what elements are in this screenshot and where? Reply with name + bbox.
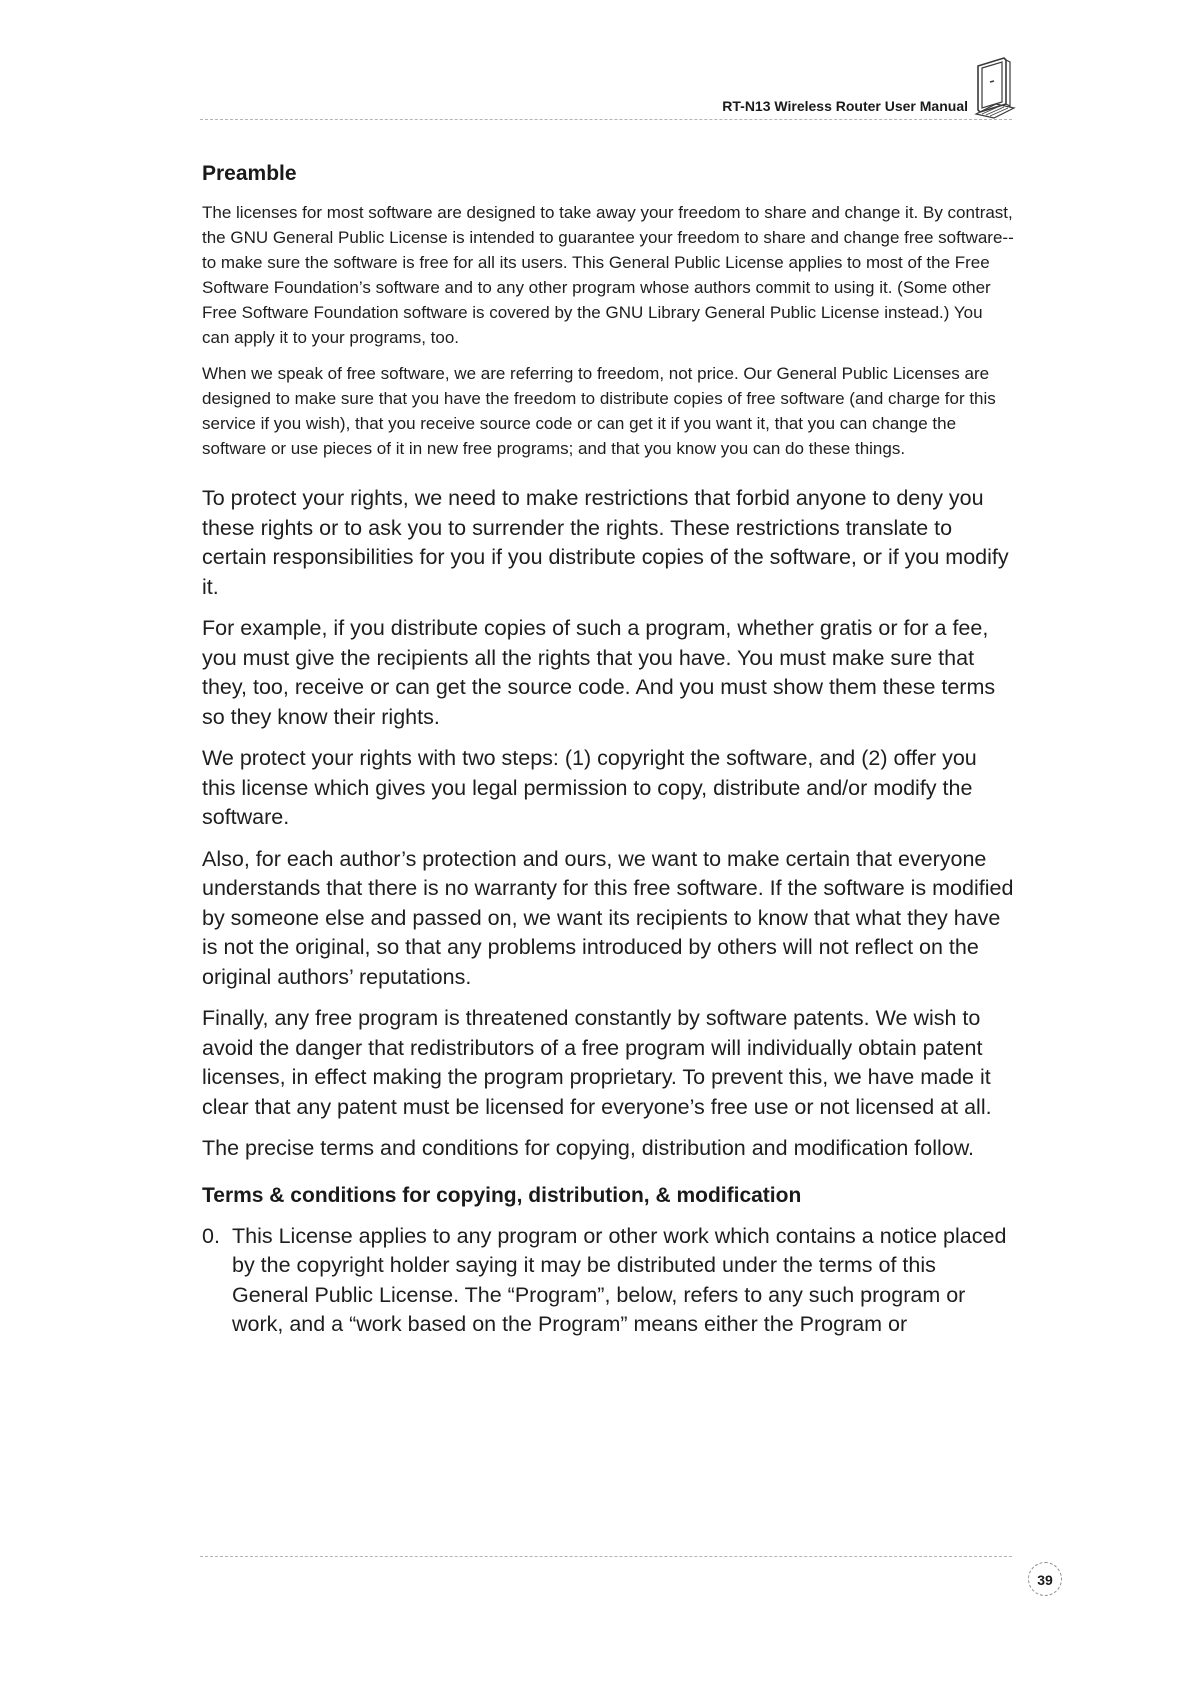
preamble-paragraph: Finally, any free program is threatened constantly by software patents. We wish to avoid the danger that redistributors of a free program will individually obtain patent licenses, in effect making the program proprietary. To prevent this, we have made it clear that any patent must be licensed for everyone’s free use or not licensed at all. (202, 1006, 992, 1119)
page-number: 39 (1028, 1562, 1062, 1596)
preamble-paragraph: When we speak of free software, we are referring to freedom, not price. Our General Public Licenses are designed to make sure that you have the freedom to distribute copies of free software (and charge for this service if you wish), that you receive source code or can get it if you want it, that you can change the software or use pieces of it in new free programs; and that you know you can do these things. (202, 364, 996, 458)
footer-divider (200, 1556, 1012, 1557)
terms-list-item (202, 1222, 1014, 1340)
preamble-paragraph: To protect your rights, we need to make restrictions that forbid anyone to deny you these rights or to ask you to surrender the rights. These restrictions translate to certain responsibilities for you if you distribute copies of the software, or if you modify it. (202, 486, 1009, 599)
list-item-number: 0. (202, 1223, 220, 1248)
page-content (202, 162, 1014, 1340)
header-divider (200, 119, 1012, 120)
preamble-paragraph: For example, if you distribute copies of such a program, whether gratis or for a fee, you must give the recipients all the rights that you have. You must make sure that they, too, receive or can get the source code. And you must show them these terms so they know their rights. (202, 616, 996, 729)
preamble-paragraph: The precise terms and conditions for copying, distribution and modification follow. (202, 1136, 975, 1160)
preamble-paragraph: We protect your rights with two steps: (1) copyright the software, and (2) offer you this license which gives you legal permission to copy, distribute and/or modify the software. (202, 746, 977, 829)
preamble-paragraph: The licenses for most software are designed to take away your freedom to share and change it. By contrast, the GNU General Public License is intended to guarantee your freedom to share and change free software--to make sure the software is free for all its users. This General Public License applies to most of the Free Software Foundation’s software and to any other program whose authors commit to using it. (Some other Free Software Foundation software is covered by the GNU Library General Public License instead.) You can apply it to your programs, too. (202, 203, 1014, 347)
preamble-paragraph: Also, for each author’s protection and ours, we want to make certain that everyone understands that there is no warranty for this free software. If the software is modified by someone else and passed on, we want its recipients to know that what they have is not the original, so that any problems introduced by others will not reflect on the original authors’ reputations. (202, 846, 1014, 989)
terms-heading: Terms & conditions for copying, distribution, & modification (202, 1183, 802, 1207)
router-manual-icon (970, 52, 1018, 122)
list-item-text: This License applies to any program or other work which contains a notice placed by the copyright holder saying it may be distributed under the terms of this General Public License. The “Program”, below, refers to any such program or work, and a “work based on the Program” means either the Program or (232, 1223, 1007, 1336)
preamble-heading: Preamble (202, 162, 297, 185)
header-title: RT-N13 Wireless Router User Manual (722, 98, 968, 114)
spacer (202, 472, 1014, 484)
